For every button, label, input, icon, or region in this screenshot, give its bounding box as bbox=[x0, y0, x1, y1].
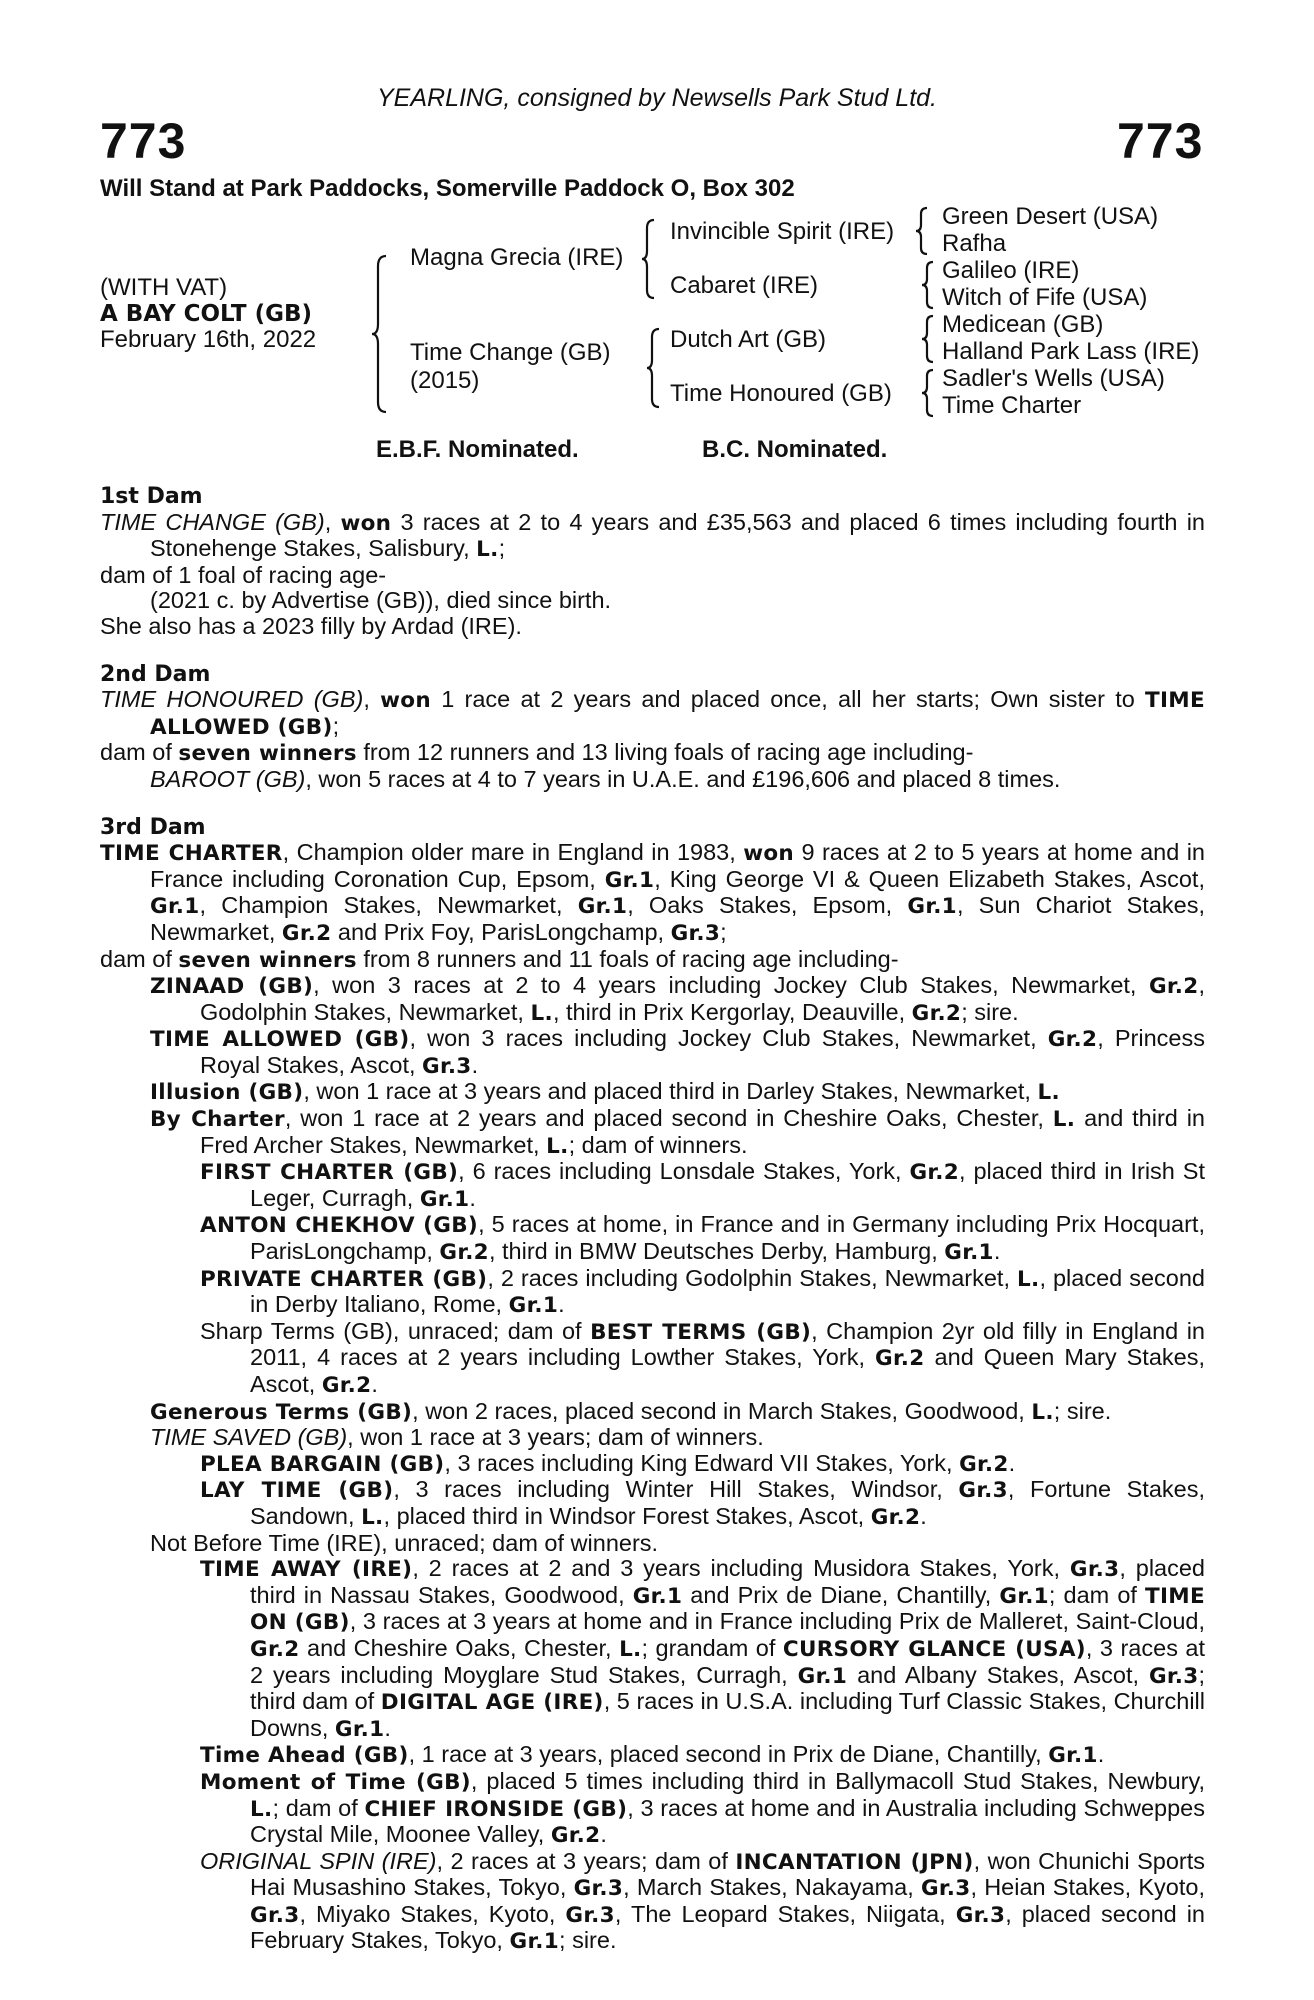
pedigree-brace-dd bbox=[920, 368, 936, 418]
produce-record: TIME AWAY (IRE), 2 races at 2 and 3 years including Musidora Stakes, York, Gr.3, placed third in Nassau Stakes, Goodwood, Gr.1 and Prix de Diane, Chantilly, Gr.1; dam of TIME ON (GB), 3 races at 3 years at home and in France including Prix de Malleret, Saint-Cloud, Gr.2 and Cheshire Oaks, Chester, L.; grandam of CURSORY GLANCE (USA), 3 races at 2 years including Moyglare Stud Stakes, Curragh, Gr.1 and Albany Stakes, Ascot, Gr.3; third dam of DIGITAL AGE (IRE), 5 races in U.S.A. including Turf Classic Stakes, Churchill Downs, Gr.1. bbox=[200, 1555, 1206, 1742]
section-heading: 1st Dam bbox=[100, 484, 203, 509]
produce-record: Generous Terms (GB), won 2 races, placed second in March Stakes, Goodwood, L.; sire. bbox=[150, 1397, 1112, 1425]
dam-entry: TIME HONOURED (GB), won 1 race at 2 years and placed once, all her starts; Own sister to TIME ALLOWED (GB); bbox=[100, 686, 1205, 740]
stabling-location: Will Stand at Park Paddocks, Somerville Paddock O, Box 302 bbox=[100, 175, 795, 202]
dam-dam: Time Honoured (GB) bbox=[670, 380, 892, 407]
ss-sire: Green Desert (USA) bbox=[942, 203, 1159, 230]
section-third-dam bbox=[100, 815, 1205, 1956]
section-second-dam bbox=[100, 662, 1205, 793]
produce-record: By Charter, won 1 race at 2 years and placed second in Cheshire Oaks, Chester, L. and third in Fred Archer Stakes, Newmarket, L.; dam of winners. bbox=[150, 1105, 1206, 1159]
ds-dam: Halland Park Lass (IRE) bbox=[942, 338, 1200, 365]
pedigree-brace-ds bbox=[920, 314, 936, 364]
horse-name: TIME HONOURED (GB) bbox=[100, 686, 364, 713]
consignor-line: YEARLING, consigned by Newsells Park Stud Ltd. bbox=[377, 84, 937, 112]
sire-sire: Invincible Spirit (IRE) bbox=[670, 218, 895, 245]
horse-name: TIME CHANGE (GB) bbox=[100, 508, 325, 535]
lot-title: A BAY COLT (GB) bbox=[100, 301, 313, 327]
produce-record: ZINAAD (GB), won 3 races at 2 to 4 years including Jockey Club Stakes, Newmarket, Gr.2, Godolphin Stakes, Newmarket, L., third in Prix Kergorlay, Deauville, Gr.2; sire. bbox=[150, 972, 1205, 1026]
sd-dam: Witch of Fife (USA) bbox=[942, 284, 1148, 311]
bc-nominated: B.C. Nominated. bbox=[702, 436, 888, 463]
dam-entry: TIME CHARTER, Champion older mare in England in 1983, won 9 races at 2 to 5 years at home and in France including Coronation Cup, Epsom, Gr.1, King George VI & Queen Elizabeth Stakes, Ascot, Gr.1, Champion Stakes, Newmarket, Gr.1, Oaks Stakes, Epsom, Gr.1, Sun Chariot Stakes, Newmarket, Gr.2 and Prix Foy, ParisLongchamp, Gr.3; bbox=[100, 839, 1205, 946]
dam-name: Time Change (GB) bbox=[410, 339, 611, 366]
produce-summary: dam of 1 foal of racing age- bbox=[100, 561, 387, 588]
produce-note: She also has a 2023 filly by Ardad (IRE). bbox=[100, 612, 522, 639]
dd-dam: Time Charter bbox=[942, 392, 1082, 419]
lot-number-right: 773 bbox=[1117, 113, 1204, 169]
produce-record: PLEA BARGAIN (GB), 3 races including King Edward VII Stakes, York, Gr.2. bbox=[200, 1449, 1016, 1477]
dam-sire: Dutch Art (GB) bbox=[670, 326, 827, 353]
produce-record: (2021 c. by Advertise (GB)), died since birth. bbox=[150, 587, 612, 614]
section-heading: 2nd Dam bbox=[100, 661, 211, 687]
ebf-nominated: E.B.F. Nominated. bbox=[376, 436, 579, 463]
produce-record: Time Ahead (GB), 1 race at 3 years, placed second in Prix de Diane, Chantilly, Gr.1. bbox=[200, 1741, 1105, 1769]
produce-record: FIRST CHARTER (GB), 6 races including Lonsdale Stakes, York, Gr.2, placed third in Irish St Leger, Curragh, Gr.1. bbox=[200, 1158, 1206, 1212]
section-heading: 3rd Dam bbox=[100, 814, 206, 840]
foaling-date: February 16th, 2022 bbox=[100, 326, 317, 353]
pedigree-brace-dam bbox=[645, 327, 663, 409]
ds-sire: Medicean (GB) bbox=[942, 311, 1104, 338]
produce-record: Not Before Time (IRE), unraced; dam of winners. bbox=[150, 1529, 659, 1556]
produce-record: Moment of Time (GB), placed 5 times including third in Ballymacoll Stud Stakes, Newbury, L.; dam of CHIEF IRONSIDE (GB), 3 races at home and in Australia including Schweppes Crystal Mile, Moonee Valley, Gr.2. bbox=[200, 1767, 1205, 1849]
pedigree-brace-main bbox=[370, 254, 390, 414]
sd-sire: Galileo (IRE) bbox=[942, 257, 1080, 284]
dam-foaling-year: (2015) bbox=[410, 367, 480, 394]
produce-record: TIME ALLOWED (GB), won 3 races including Jockey Club Stakes, Newmarket, Gr.2, Princess Royal Stakes, Ascot, Gr.3. bbox=[150, 1025, 1205, 1079]
produce-record: ORIGINAL SPIN (IRE), 2 races at 3 years; dam of INCANTATION (JPN), won Chunichi Sports Hai Musashino Stakes, Tokyo, Gr.3, March Stakes, Nakayama, Gr.3, Heian Stakes, Kyoto, Gr.3, Miyako Stakes, Kyoto, Gr.3, The Leopard Stakes, Niigata, Gr.3, placed second in February Stakes, Tokyo, Gr.1; sire. bbox=[200, 1847, 1206, 1955]
catalogue-body bbox=[100, 484, 1205, 1955]
produce-record: LAY TIME (GB), 3 races including Winter Hill Stakes, Windsor, Gr.3, Fortune Stakes, Sandown, L., placed third in Windsor Forest Stakes, Ascot, Gr.2. bbox=[200, 1476, 1206, 1530]
produce-summary: dam of seven winners from 8 runners and 11 foals of racing age including- bbox=[100, 945, 899, 973]
vat-note: (WITH VAT) bbox=[100, 274, 228, 301]
ss-dam: Rafha bbox=[942, 230, 1007, 257]
produce-record: ANTON CHEKHOV (GB), 5 races at home, in France and in Germany including Prix Hocquart, ParisLongchamp, Gr.2, third in BMW Deutsches Derby, Hamburg, Gr.1. bbox=[200, 1211, 1205, 1266]
produce-record: Sharp Terms (GB), unraced; dam of BEST TERMS (GB), Champion 2yr old filly in England in 2011, 4 races at 2 years including Lowther Stakes, York, Gr.2 and Queen Mary Stakes, Ascot, Gr.2. bbox=[200, 1317, 1205, 1398]
produce-record: TIME SAVED (GB), won 1 race at 3 years; dam of winners. bbox=[150, 1424, 764, 1451]
produce-record: PRIVATE CHARTER (GB), 2 races including Godolphin Stakes, Newmarket, L., placed second in Derby Italiano, Rome, Gr.1. bbox=[200, 1264, 1205, 1319]
pedigree-brace-sd bbox=[920, 260, 936, 310]
section-first-dam bbox=[100, 484, 1205, 640]
lot-number-left: 773 bbox=[100, 113, 187, 169]
sire-dam: Cabaret (IRE) bbox=[670, 272, 819, 299]
produce-record: BAROOT (GB), won 5 races at 4 to 7 years in U.A.E. and £196,606 and placed 8 times. bbox=[150, 765, 1061, 792]
produce-record: Illusion (GB), won 1 race at 3 years and placed third in Darley Stakes, Newmarket, L. bbox=[150, 1078, 1060, 1106]
produce-summary: dam of seven winners from 12 runners and 13 living foals of racing age including- bbox=[100, 739, 974, 767]
dd-sire: Sadler's Wells (USA) bbox=[942, 365, 1165, 392]
pedigree-brace-sire bbox=[640, 218, 658, 300]
dam-entry: TIME CHANGE (GB), won 3 races at 2 to 4 years and £35,563 and placed 6 times including fourth in Stonehenge Stakes, Salisbury, L.; bbox=[100, 508, 1205, 563]
pedigree-brace-ss bbox=[914, 206, 930, 256]
sire-name: Magna Grecia (IRE) bbox=[410, 244, 624, 271]
